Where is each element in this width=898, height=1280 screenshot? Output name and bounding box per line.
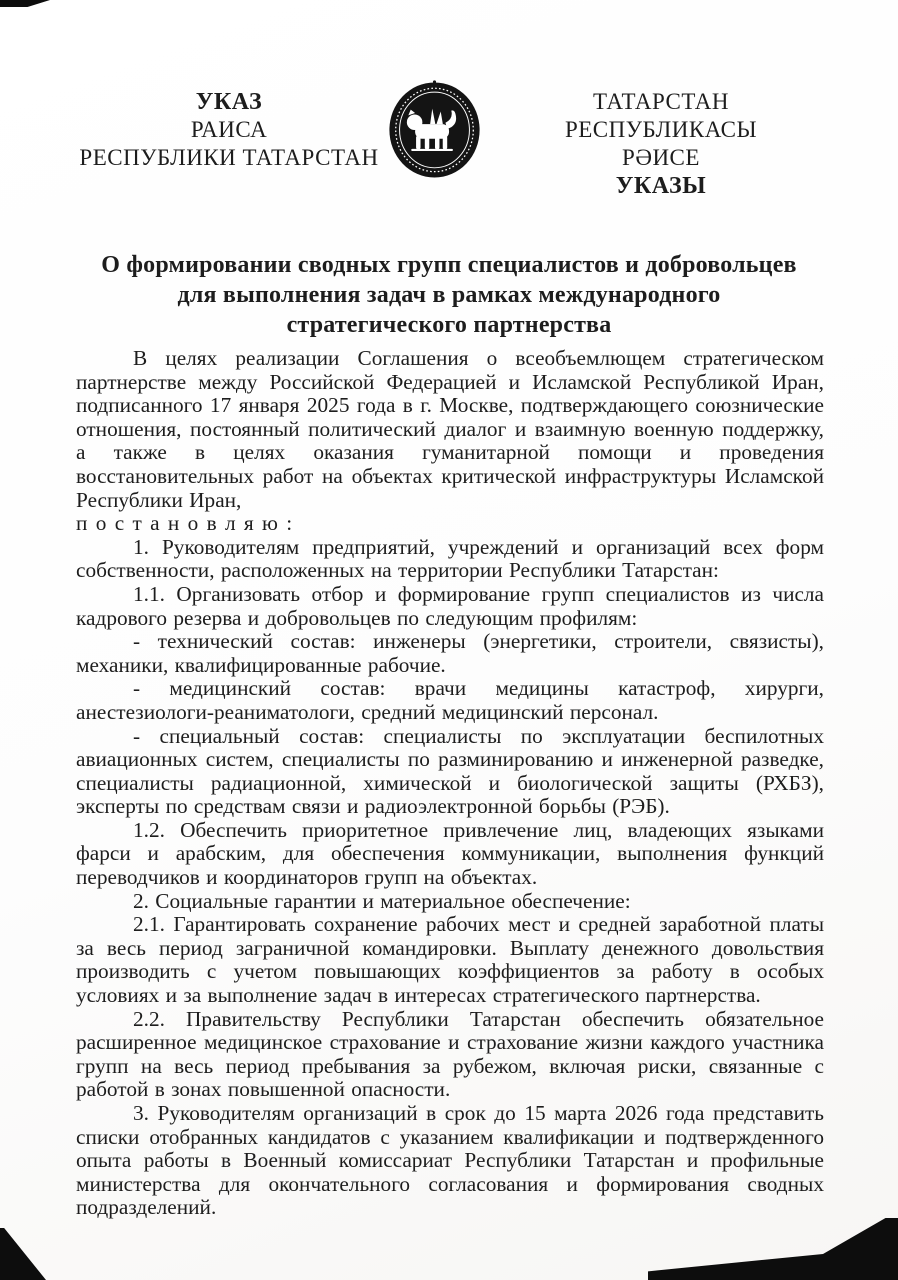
paragraph-1-1: 1.1. Организовать отбор и формирование групп специалистов из числа кадрового резерва и добровольцев по следующим профилям:: [76, 581, 824, 630]
paragraph-3: 3. Руководителям организаций в срок до 15 марта 2026 года представить списки отобранных кандидатов с указанием квалификации и подтвержденного опыта работы в Военный комиссариат Республики Татарстан и профильные министерства для окончательного согласования и формирования сводных подразделений.: [76, 1101, 824, 1220]
letterhead-tatar-block: [494, 88, 828, 200]
paragraph-2-2: 2.2. Правительству Республики Татарстан обеспечить обязательное расширенное медицинское страхование и страхование жизни каждого участника групп на весь период пребывания за рубежом, включая риски, связанные с работой в зонах повышенной опасности.: [76, 1006, 824, 1102]
letterhead-russian-block: [68, 88, 390, 172]
photo-edge-shadow-bottom-left: [0, 1228, 46, 1280]
letterhead-tt-line-republic: ТАТАРСТАН РЕСПУБЛИКАСЫ: [564, 89, 758, 142]
tatarstan-coat-of-arms-icon: [386, 76, 483, 182]
list-item-special-staff: - специальный состав: специалисты по эксплуатации беспилотных авиационных систем, специалисты по разминированию и инженерной разведке, специалисты радиационной, химической и биологической защиты (РХБЗ), эксперты по средствам связи и радиоэлектронной борьбы (РЭБ).: [76, 723, 824, 819]
list-item-technical-staff: - технический состав: инженеры (энергетики, строители, связисты), механики, квалифицированные рабочие.: [76, 629, 824, 677]
paragraph-2: 2. Социальные гарантии и материальное обеспечение:: [133, 888, 631, 913]
decree-title: О формировании сводных групп специалистов и добровольцев для выполнения задач в рамках международного стратегического партнерства: [101, 252, 797, 338]
letterhead-tt-line-raise: РӘИСЕ: [622, 145, 700, 170]
photo-edge-shadow-bottom-right: [648, 1218, 898, 1280]
intro-paragraph: В целях реализации Соглашения о всеобъемлющем стратегическом партнерстве между Российской Федерацией и Исламской Республикой Иран, подписанного 17 января 2025 года в г. Москве, подтверждающего союзнические отношения, постоянный политический диалог и взаимную военную поддержку, а также в целях оказания гуманитарной помощи и проведения восстановительных работ на объектах критической инфраструктуры Исламской Республики Иран,: [76, 346, 824, 512]
letterhead-tt-line-ukazy: УКАЗЫ: [615, 173, 707, 199]
photo-edge-shadow-top-left: [0, 0, 50, 7]
list-item-medical-staff: - медицинский состав: врачи медицины катастроф, хирурги, анестезиологи-реаниматологи, средний медицинский персонал.: [76, 676, 824, 724]
decree-body: [76, 347, 824, 1220]
decree-word-postanovlyayu: п о с т а н о в л я ю :: [76, 511, 294, 536]
letterhead-ru-line-ukaz: УКАЗ: [195, 89, 263, 115]
paragraph-1-2: 1.2. Обеспечить приоритетное привлечение лиц, владеющих языками фарси и арабским, для обеспечения коммуникации, выполнения функций переводчиков и координаторов групп на объектах.: [76, 817, 824, 890]
letterhead-ru-line-republic: РЕСПУБЛИКИ ТАТАРСТАН: [79, 145, 379, 170]
letterhead-ru-line-raisa: РАИСА: [190, 117, 268, 142]
paragraph-1: 1. Руководителям предприятий, учреждений и организаций всех форм собственности, расположенных на территории Республики Татарстан:: [76, 534, 824, 583]
paragraph-2-1: 2.1. Гарантировать сохранение рабочих мест и средней заработной платы за весь период заграничной командировки. Выплату денежного довольствия производить с учетом повышающих коэффициентов за работу в особых условиях и за выполнение задач в интересах стратегического партнерства.: [76, 912, 824, 1008]
